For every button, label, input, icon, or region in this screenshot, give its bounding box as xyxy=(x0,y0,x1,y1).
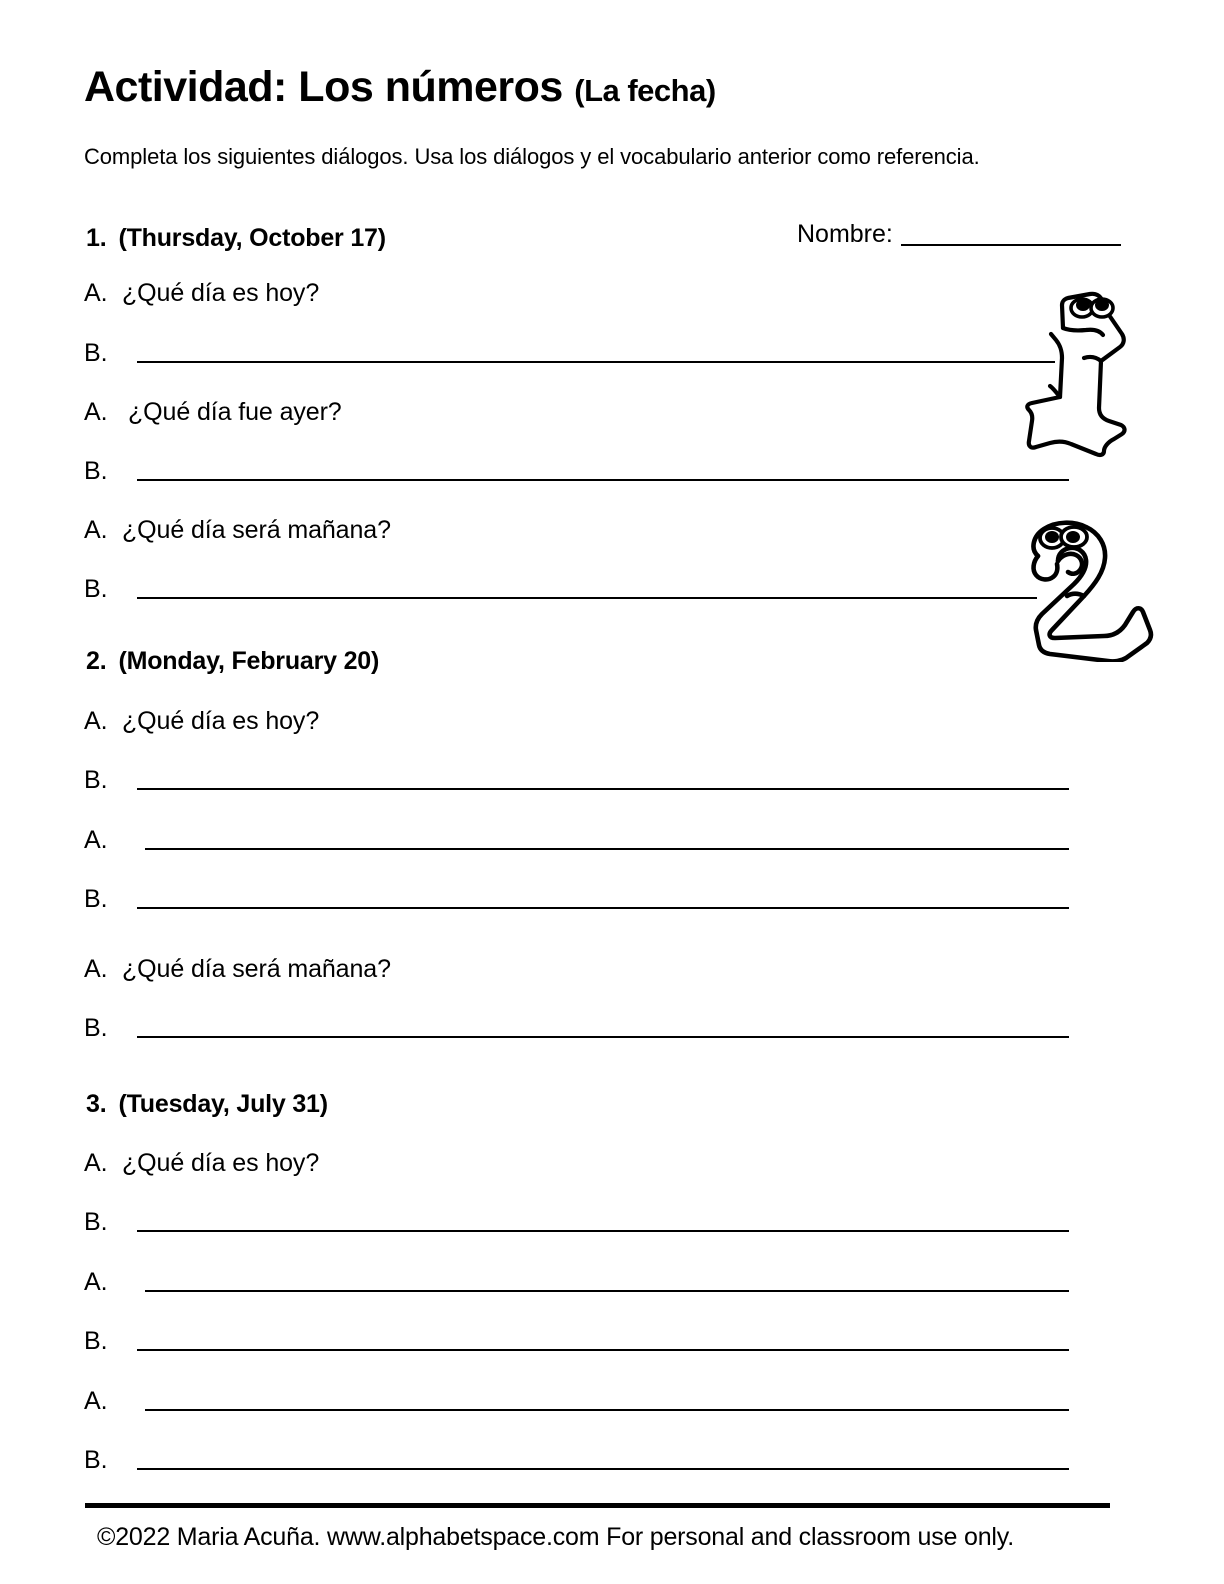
answer-blank-line[interactable] xyxy=(137,1329,1069,1351)
answer-blank-line[interactable] xyxy=(137,577,1037,599)
dialogue-row xyxy=(84,1016,1069,1050)
question-text: ¿Qué día es hoy? xyxy=(122,707,320,735)
speaker-label: B. xyxy=(84,1446,108,1474)
name-field-group xyxy=(797,222,1121,249)
question-text: ¿Qué día es hoy? xyxy=(122,1149,320,1177)
speaker-label: B. xyxy=(84,575,108,603)
section-date-2: (Monday, February 20) xyxy=(118,647,380,675)
speaker-label: A. xyxy=(84,1149,108,1177)
name-field-label: Nombre: xyxy=(797,220,893,248)
section-heading-1 xyxy=(86,226,386,251)
speaker-label: A. xyxy=(84,516,108,544)
answer-blank-line[interactable] xyxy=(137,1210,1069,1232)
section-number-1: 1. xyxy=(86,224,107,252)
speaker-label: A. xyxy=(84,398,108,426)
question-text: ¿Qué día fue ayer? xyxy=(128,398,342,426)
answer-blank-line[interactable] xyxy=(137,887,1069,909)
speaker-label: A. xyxy=(84,1268,108,1296)
section-number-2: 2. xyxy=(86,647,107,675)
question-text: ¿Qué día será mañana? xyxy=(122,516,391,544)
dialogue-row xyxy=(84,828,1069,862)
dialogue-row xyxy=(84,709,319,743)
dialogue-row xyxy=(84,1210,1069,1244)
page-title xyxy=(84,63,716,111)
name-input-line[interactable] xyxy=(901,244,1121,246)
speaker-label: A. xyxy=(84,826,108,854)
dialogue-row xyxy=(84,768,1069,802)
speaker-label: A. xyxy=(84,707,108,735)
question-text: ¿Qué día será mañana? xyxy=(122,955,391,983)
dialogue-row xyxy=(84,1151,319,1185)
section-heading-3 xyxy=(86,1092,328,1117)
speaker-label: B. xyxy=(84,1208,108,1236)
answer-blank-line[interactable] xyxy=(137,768,1069,790)
dialogue-row xyxy=(84,1329,1069,1363)
speaker-label: A. xyxy=(84,279,108,307)
page-title-main: Actividad: Los números xyxy=(84,63,563,111)
speaker-label: B. xyxy=(84,1327,108,1355)
instructions-text: Completa los siguientes diálogos. Usa los diálogos y el vocabulario anterior como referencia. xyxy=(84,144,980,169)
dialogue-row xyxy=(84,1270,1069,1304)
speaker-label: B. xyxy=(84,1014,108,1042)
speaker-label: B. xyxy=(84,766,108,794)
section-date-3: (Tuesday, July 31) xyxy=(118,1090,328,1118)
dialogue-row xyxy=(84,577,1037,611)
dialogue-row xyxy=(84,281,319,315)
footer-divider xyxy=(85,1503,1110,1508)
answer-blank-line[interactable] xyxy=(137,1448,1069,1470)
footer-copyright: ©2022 Maria Acuña. www.alphabetspace.com For personal and classroom use only. xyxy=(97,1523,1014,1551)
page-title-subtitle: (La fecha) xyxy=(574,73,716,108)
dialogue-row xyxy=(84,887,1069,921)
dialogue-row xyxy=(84,518,391,552)
answer-blank-line[interactable] xyxy=(137,1016,1069,1038)
section-number-3: 3. xyxy=(86,1090,107,1118)
answer-blank-line[interactable] xyxy=(145,828,1069,850)
answer-blank-line[interactable] xyxy=(145,1389,1069,1411)
speaker-label: A. xyxy=(84,955,108,983)
dialogue-row xyxy=(84,957,391,991)
speaker-label: A. xyxy=(84,1387,108,1415)
answer-blank-line[interactable] xyxy=(137,341,1055,363)
section-date-1: (Thursday, October 17) xyxy=(118,224,386,252)
answer-blank-line[interactable] xyxy=(145,1270,1069,1292)
dialogue-row xyxy=(84,1448,1069,1482)
dialogue-row xyxy=(84,400,342,434)
speaker-label: B. xyxy=(84,885,108,913)
dialogue-row xyxy=(84,341,1055,375)
section-heading-2 xyxy=(86,649,379,674)
speaker-label: B. xyxy=(84,339,108,367)
dialogue-row xyxy=(84,1389,1069,1423)
question-text: ¿Qué día es hoy? xyxy=(122,279,320,307)
speaker-label: B. xyxy=(84,457,108,485)
answer-blank-line[interactable] xyxy=(137,459,1069,481)
dialogue-row xyxy=(84,459,1069,493)
